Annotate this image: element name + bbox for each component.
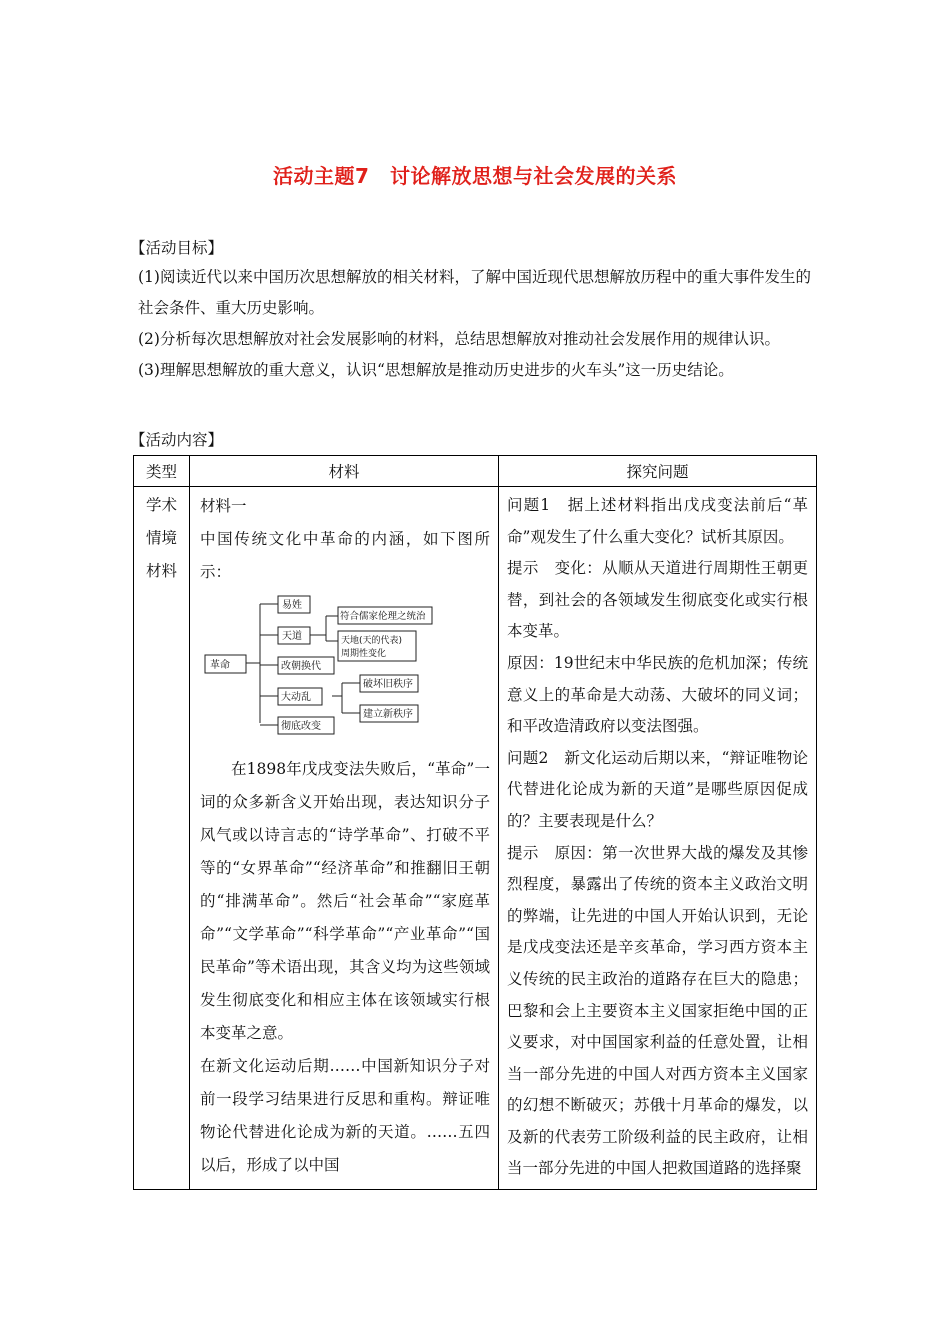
- header-questions: 探究问题: [499, 456, 817, 487]
- material-intro: 中国传统文化中革命的内涵，如下图所示：: [200, 530, 490, 581]
- hint-text: 提示 原因：第一次世界大战的爆发及其惨烈程度，暴露出了传统的资本主义政治文明的弊端，让先进的中国人开始认识到，无论是戊戌变法还是辛亥革命，学习西方资本主义传统的民主政治的道路存在巨大的隐患；巴黎和会上主要资本主义国家拒绝中国的正义要求，对中国国家利益的任意处置，让相当一部分先进的中国人对西方资本主义国家的幻想不断破灭；苏俄十月革命的爆发，以及新的代表劳工阶级利益的民主政府，让相当一部分先进的中国人把救国道路的选择聚: [507, 843, 808, 1178]
- question-text: 问题2 新文化运动后期以来，“辩证唯物论代替进化论成为新的天道”是哪些原因促成的？主要表现是什么？: [507, 748, 808, 830]
- goal-item: (1)阅读近代以来中国历次思想解放的相关材料，了解中国近现代思想解放历程中的重大事件发生的社会条件、重大历史影响。: [138, 268, 811, 317]
- material-paragraph: 在新文化运动后期……中国新知识分子对前一段学习结果进行反思和重构。辩证唯物论代替进化论成为新的天道。……五四以后，形成了以中国: [200, 1057, 490, 1174]
- type-line: 材料: [145, 562, 177, 580]
- questions-cell: [499, 487, 817, 1190]
- goal-heading: 【活动目标】: [130, 239, 224, 257]
- table-row: [134, 487, 817, 1190]
- hint-text: 提示 变化：从顺从天道进行周期性王朝更替，到社会的各领域发生彻底变化或实行根本变革。: [507, 559, 808, 641]
- diagram-node: 周期性变化: [341, 649, 387, 659]
- diagram-node: 改朝换代: [281, 661, 321, 672]
- table-header-row: [134, 456, 817, 487]
- goal-item: (2)分析每次思想解放对社会发展影响的材料，总结思想解放对推动社会发展作用的规律认识。: [138, 330, 780, 348]
- activity-table: [133, 455, 817, 1190]
- goal-item: (3)理解思想解放的重大意义，认识“思想解放是推动历史进步的火车头”这一历史结论。: [138, 361, 734, 379]
- hint-text: 原因：19世纪末中华民族的危机加深；传统意义上的革命是大动荡、大破坏的同义词；和平改造清政府以变法图强。: [507, 653, 808, 736]
- diagram-node: 彻底改变: [281, 721, 321, 732]
- diagram-node: 易姓: [282, 600, 302, 611]
- header-material: 材料: [190, 456, 499, 487]
- content-heading: 【活动内容】: [130, 431, 224, 449]
- goal-list: [138, 262, 818, 386]
- material-label: 材料一: [200, 497, 247, 515]
- diagram-node: 大动乱: [281, 692, 311, 703]
- diagram-node: 破坏旧秩序: [363, 679, 413, 690]
- diagram-node: 建立新秩序: [363, 709, 413, 720]
- material-cell: [190, 487, 499, 1190]
- diagram-node: 天道: [282, 631, 302, 642]
- revolution-diagram: [200, 593, 490, 747]
- type-line: 学术: [145, 496, 177, 514]
- question-text: 问题1 据上述材料指出戊戌变法前后“革命”观发生了什么重大变化？试析其原因。: [507, 496, 808, 546]
- page-title: 活动主题7 讨论解放思想与社会发展的关系: [273, 164, 677, 188]
- diagram-root: 革命: [210, 660, 230, 671]
- diagram-node: 符合儒家伦理之统治: [340, 611, 426, 622]
- diagram-node: 天地(天的代表): [341, 636, 403, 646]
- header-type: 类型: [134, 456, 190, 487]
- material-paragraph: 在1898年戊戌变法失败后，“革命”一词的众多新含义开始出现，表达知识分子风气或以诗言志的“诗学革命”、打破不平等的“女界革命”“经济革命”和推翻旧王朝的“排满革命”。然后“社会革命”“家庭革命”“文学革命”“科学革命”“产业革命”“国民革命”等术语出现，其含义均为这些领域发生彻底变化和相应主体在该领域实行根本变革之意。: [200, 760, 490, 1042]
- type-cell: [134, 487, 190, 1190]
- type-line: 情境: [145, 529, 177, 547]
